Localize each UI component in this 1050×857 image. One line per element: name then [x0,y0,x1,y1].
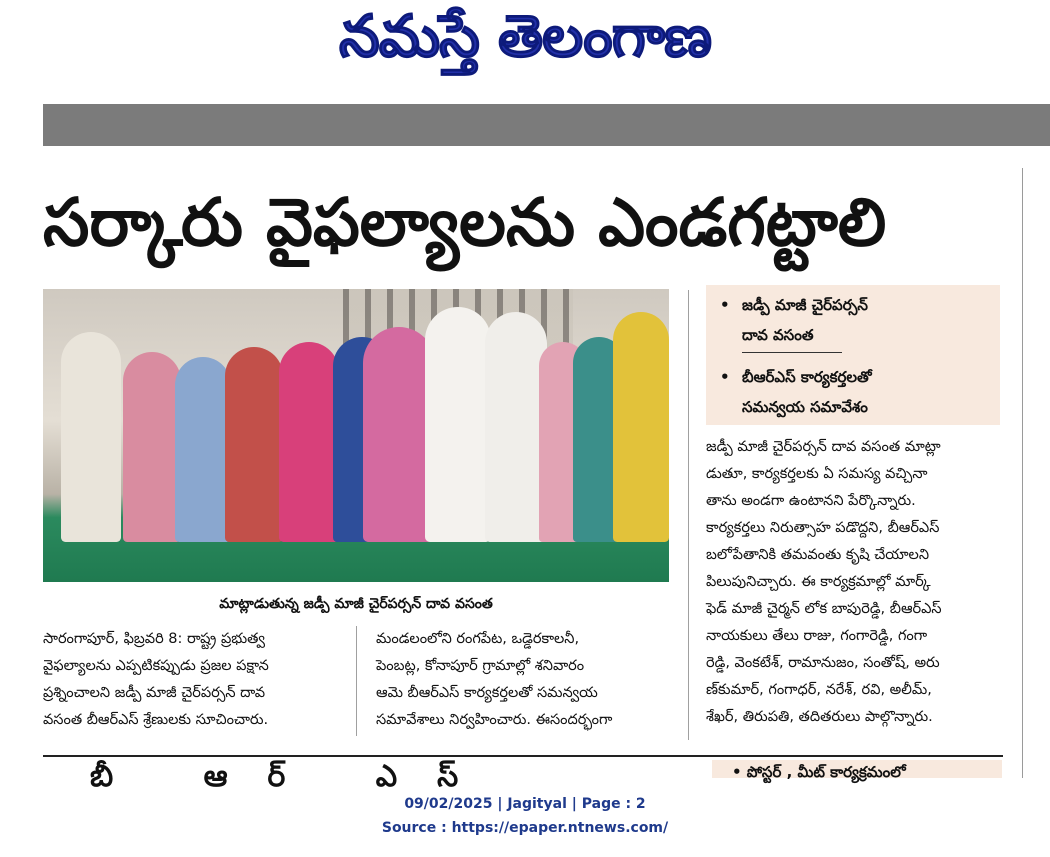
text-line: ఆమె బీఆర్‌ఎస్ కార్యకర్తలతో సమన్వయ [376,685,598,701]
text-line: శేఖర్, తిరుపతి, తదితరులు పాల్గొన్నారు. [706,709,933,725]
text-line: నాయకులు తేలు రాజు, గంగారెడ్డి, గంగా [706,628,928,644]
footer-date-edition: 09/02/2025 | Jagityal | Page : 2 [404,796,646,812]
photo-person [485,312,547,542]
column-divider [356,626,357,736]
text-line: కార్యకర్తలు నిరుత్సాహ పడొద్దని, బీఆర్‌ఎస్ [706,520,940,536]
highlight-2-line-1: • బీఆర్‌ఎస్ కార్యకర్తలతో [720,368,872,386]
text-line: తాను అండగా ఉంటానని పేర్కొన్నారు. [706,493,916,509]
photo-person [175,357,231,542]
article-photo [43,289,669,582]
photo-person [425,307,491,542]
text-line: సారంగాపూర్, ఫిబ్రవరి 8: రాష్ట్ర ప్రభుత్వ [43,631,266,647]
text-line: రెడ్డి, వెంకటేశ్, రామానుజం, సంతోష్, అరు [706,655,940,671]
text-line: వైఫల్యాలను ఎప్పటికప్పుడు ప్రజల పక్షాన [43,658,269,674]
article-column-3 [706,434,1000,731]
highlight-separator [742,352,842,353]
newspaper-logo: నమస్తే తెలంగాణ [339,2,711,70]
article-column-2 [376,626,670,734]
article-column-1 [43,626,339,734]
header-bar [43,104,1050,146]
text-line: మండలంలోని రంగపేట, ఒడ్డెరకాలనీ, [376,631,580,647]
next-story-highlight-text: • పోస్టర్ , మీట్ కార్యక్రమంలో [732,763,906,781]
photo-person [61,332,121,542]
page-footer [0,792,1050,840]
text-line: ఫెడ్ మాజీ చైర్మన్ లోక బాపురెడ్డి, బీఆర్‌ఎస్ [706,601,942,617]
text-line: డుతూ, కార్యకర్తలకు ఏ సమస్య వచ్చినా [706,466,928,482]
text-line: ప్రశ్నించాలని జడ్పీ మాజీ చైర్‌పర్సన్ దావ [43,685,266,701]
photo-person [279,342,339,542]
photo-caption: మాట్లాడుతున్న జడ్పీ మాజీ చైర్‌పర్సన్ దావ వసంత [219,596,493,612]
photo-person [613,312,669,542]
highlight-1-line-1: • జడ్పీ మాజీ చైర్‌పర్సన్ [720,296,868,314]
footer-source: Source : https://epaper.ntnews.com/ [381,820,669,836]
next-story-headline: బీ ఆర్ ఎస్ [90,759,499,794]
highlight-2-line-2: సమన్వయ సమావేశం [742,398,868,416]
text-line: ణ్‌కుమార్, గంగాధర్, నరేశ్, రవి, అలీమ్, [706,682,932,698]
photo-person [225,347,283,542]
story-separator [43,755,1003,757]
text-line: పెంబట్ల, కోనాపూర్ గ్రామాల్లో శనివారం [376,658,585,674]
text-line: బలోపేతానికి తమవంతు కృషి చేయాలని [706,547,930,563]
highlight-1-line-2: దావ వసంత [742,326,814,344]
text-line: జడ్పీ మాజీ చైర్‌పర్సన్ దావ వసంత మాట్లా [706,439,941,455]
masthead [0,0,1050,90]
article-headline: సర్కారు వైఫల్యాలను ఎండగట్టాలి [43,184,887,261]
text-line: వసంత బీఆర్‌ఎస్ శ్రేణులకు సూచించారు. [43,712,269,728]
next-story-highlight [712,760,1002,781]
column-divider [688,290,689,740]
text-line: సమావేశాలు నిర్వహించారు. ఈసందర్భంగా [376,712,613,728]
text-line: పిలుపునిచ్చారు. ఈ కార్యక్రమాల్లో మార్క్ [706,574,931,590]
column-divider-right [1022,168,1023,778]
photo-person [123,352,181,542]
highlights-box [706,285,1000,425]
